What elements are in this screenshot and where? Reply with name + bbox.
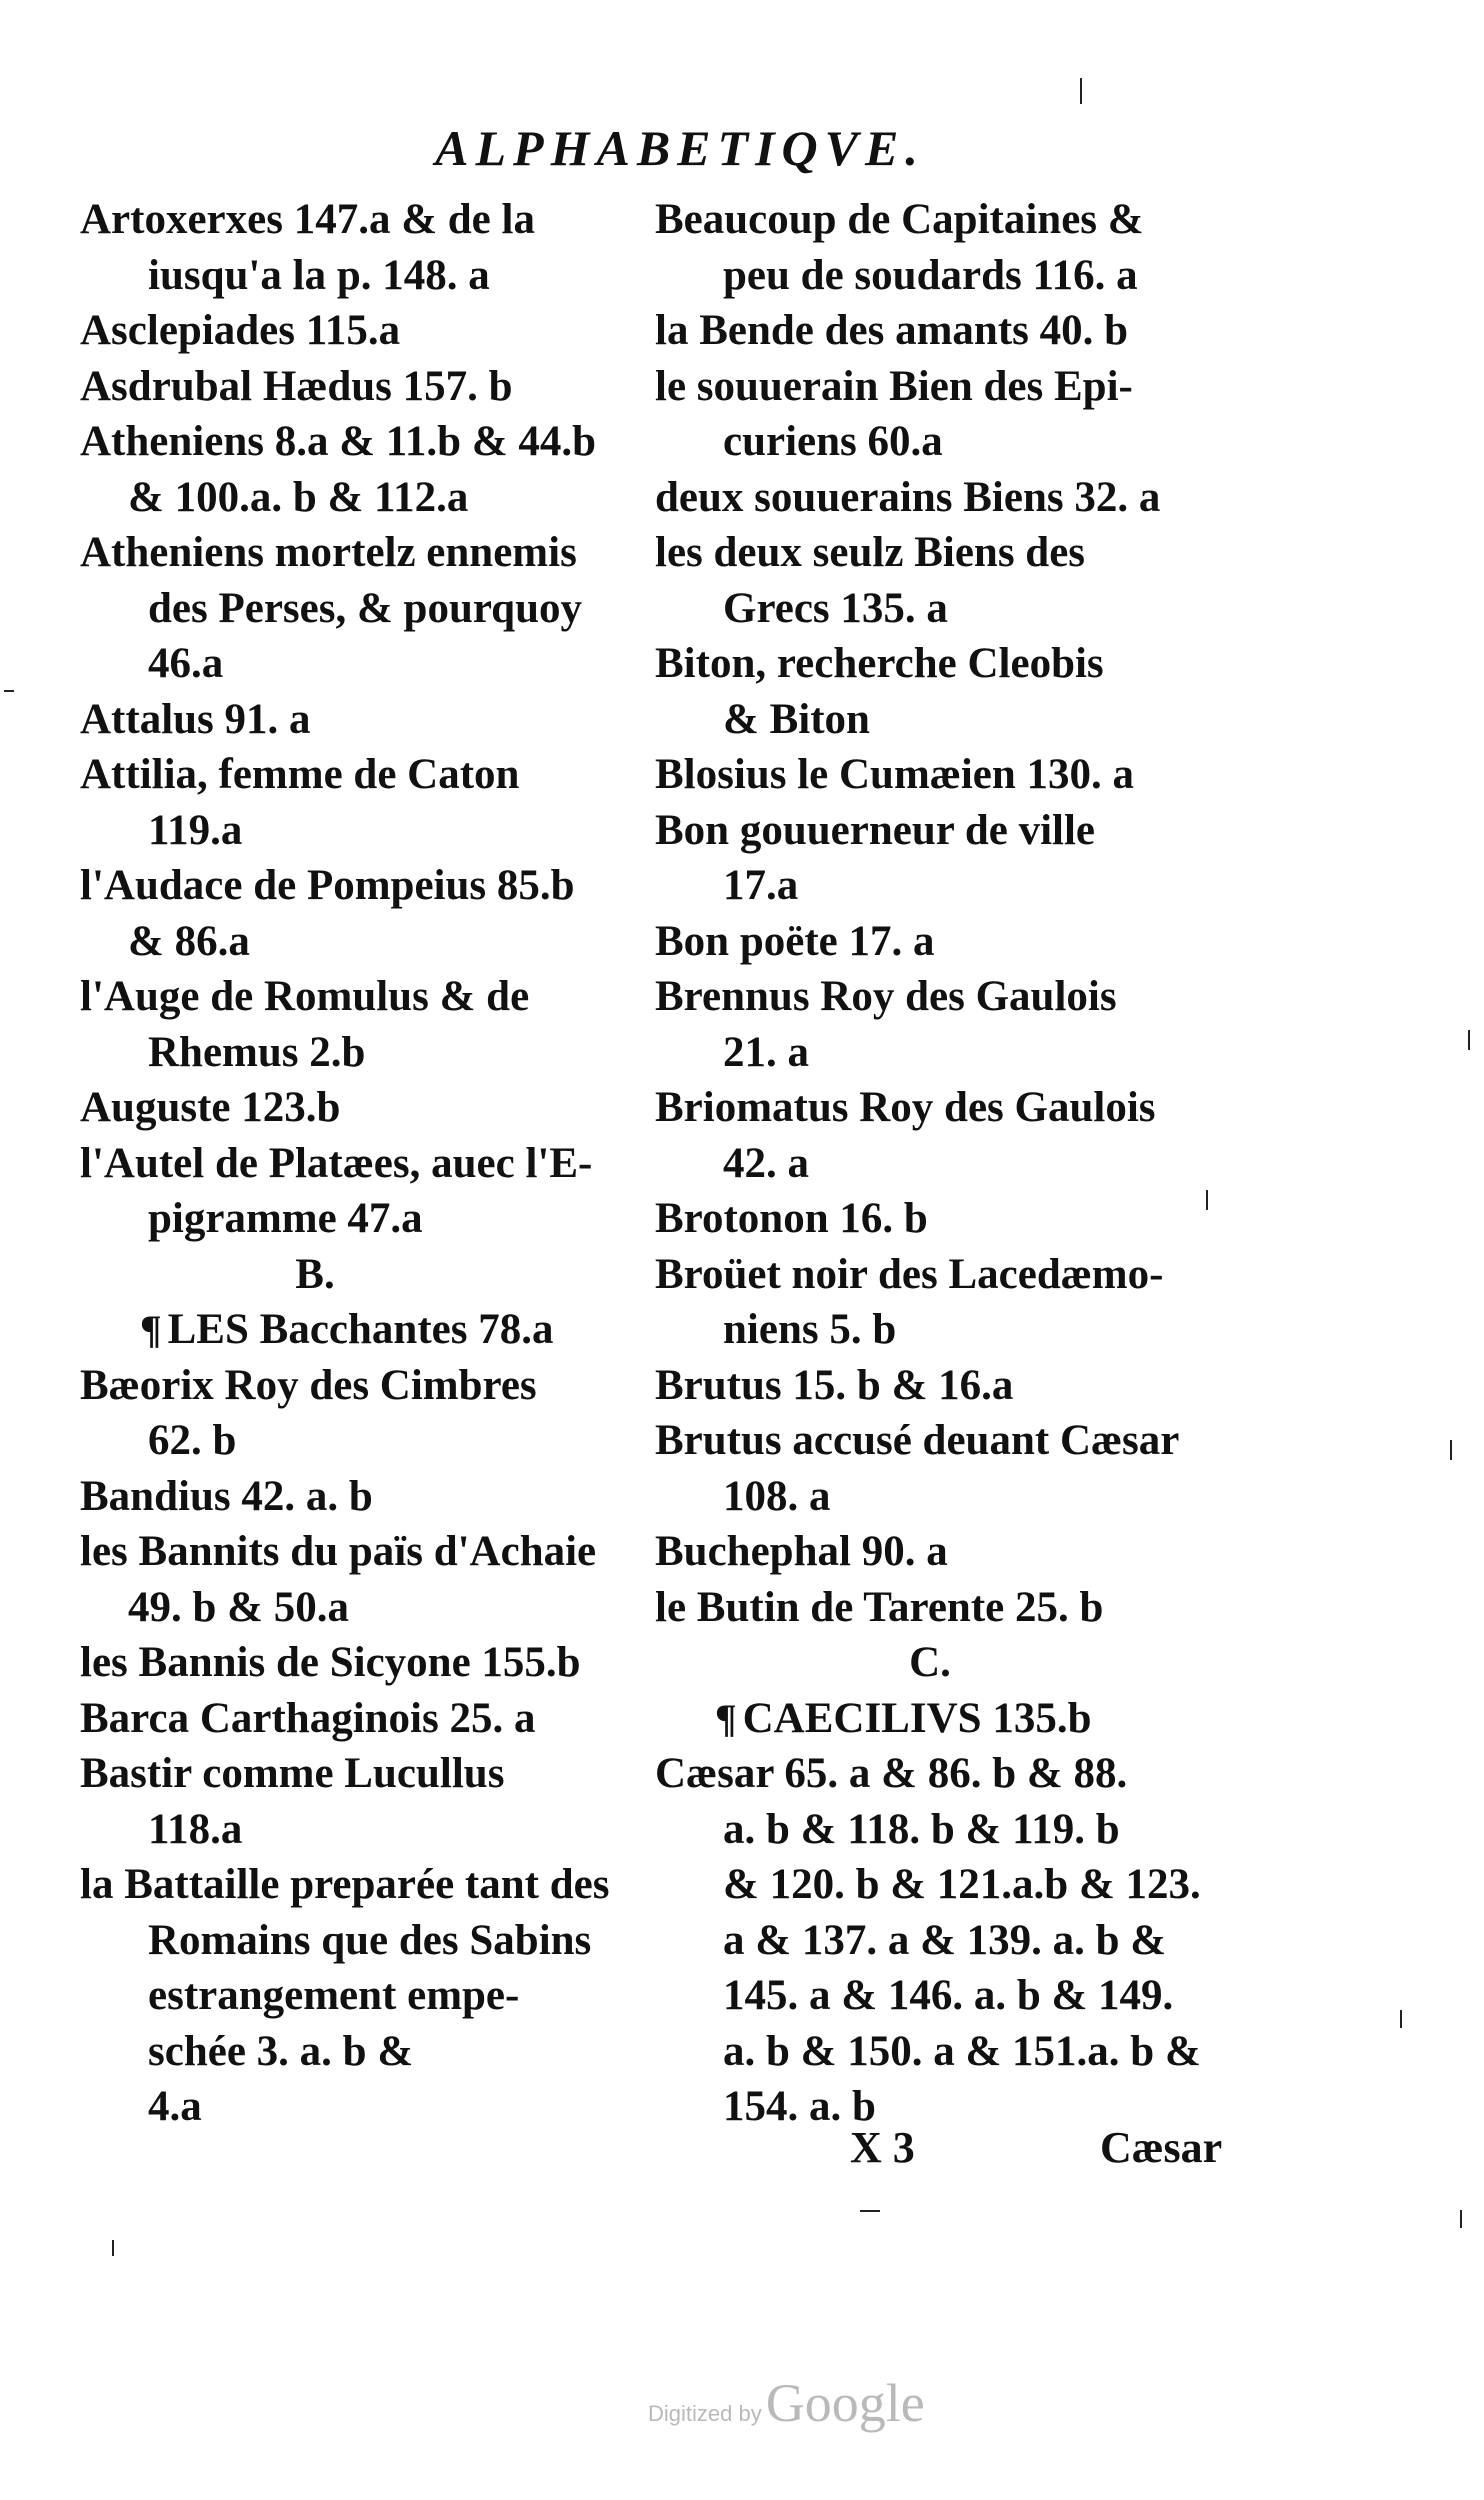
index-entry-text: LES Bacchantes 78.a xyxy=(167,1306,554,1353)
index-entry: l'Audace de Pompeius 85.b xyxy=(80,862,575,909)
digitization-watermark xyxy=(648,2372,925,2432)
index-entry: Artoxerxes 147.a & de la xyxy=(80,196,535,243)
index-entry: Beaucoup de Capitaines & xyxy=(655,196,1144,243)
index-entry-continuation: & 86.a xyxy=(128,917,250,965)
index-entry-continuation: des Perses, & pourquoy xyxy=(148,584,583,632)
index-entry: le Butin de Tarente 25. b xyxy=(655,1583,1104,1631)
index-entry: les Bannis de Sicyone 155.b xyxy=(80,1639,581,1686)
index-entry: l'Autel de Platæes, auec l'E- xyxy=(80,1139,593,1187)
index-entry-continuation: niens 5. b xyxy=(723,1306,897,1353)
signature-mark: X 3 xyxy=(850,2123,915,2172)
watermark-logo: Google xyxy=(765,2373,925,2433)
section-first-entry xyxy=(80,1302,660,1358)
index-entry-continuation: & Biton xyxy=(723,695,870,743)
index-entry-continuation: 118.a xyxy=(148,1805,243,1853)
section-letter-b: B. xyxy=(295,1250,335,1298)
index-entry-continuation: 17.a xyxy=(723,862,799,909)
ink-speck xyxy=(1080,78,1082,104)
index-entry: Cæsar 65. a & 86. b & 88. xyxy=(655,1750,1128,1797)
index-entry: l'Auge de Romulus & de xyxy=(80,973,530,1020)
index-entry-continuation: pigramme 47.a xyxy=(148,1195,423,1242)
index-entry-continuation: a & 137. a & 139. a. b & xyxy=(723,1916,1167,1964)
index-entry: Brotonon 16. b xyxy=(655,1195,928,1242)
section-letter-c: C. xyxy=(909,1639,951,1686)
ink-speck xyxy=(860,2210,880,2212)
index-entry: Asclepiades 115.a xyxy=(80,307,401,354)
index-entry: le souuerain Bien des Epi- xyxy=(655,362,1133,410)
index-entry-continuation: 46.a xyxy=(148,640,224,687)
section-first-entry xyxy=(655,1691,1225,1747)
index-entry: les Bannits du païs d'Achaie xyxy=(80,1528,597,1575)
running-header: ALPHABETIQVE. xyxy=(435,120,925,176)
index-entry: Auguste 123.b xyxy=(80,1084,341,1131)
index-entry-continuation: 108. a xyxy=(723,1472,831,1520)
watermark-prefix: Digitized by xyxy=(648,2401,762,2426)
index-entry-continuation: 4.a xyxy=(148,2083,202,2130)
index-entry: Barca Carthaginois 25. a xyxy=(80,1694,536,1742)
index-entry-continuation: Grecs 135. a xyxy=(723,584,948,632)
index-entry-continuation: 49. b & 50.a xyxy=(128,1583,349,1631)
ink-speck xyxy=(1460,2210,1462,2228)
index-entry: Broüet noir des Lacedæmo- xyxy=(655,1250,1164,1298)
index-entry: Buchephal 90. a xyxy=(655,1528,948,1575)
index-entry-text: CAECILIVS 135.b xyxy=(742,1694,1092,1742)
index-entry: Bæorix Roy des Cimbres xyxy=(80,1361,537,1409)
index-entry-continuation: Romains que des Sabins xyxy=(148,1916,592,1964)
index-entry: la Bende des amants 40. b xyxy=(655,307,1129,354)
ink-speck xyxy=(1450,1440,1452,1460)
index-entry-continuation: Rhemus 2.b xyxy=(148,1028,366,1076)
index-entry: Attalus 91. a xyxy=(80,695,311,743)
index-entry-continuation: & 120. b & 121.a.b & 123. xyxy=(723,1861,1201,1908)
ink-speck xyxy=(1468,1030,1470,1050)
index-entry: Biton, recherche Cleobis xyxy=(655,640,1104,687)
index-entry: Blosius le Cumæien 130. a xyxy=(655,751,1135,798)
index-entry: Bandius 42. a. b xyxy=(80,1472,373,1520)
index-entry-continuation: a. b & 150. a & 151.a. b & xyxy=(723,2027,1201,2075)
ink-speck xyxy=(4,690,14,692)
pilcrow-icon: ¶ xyxy=(140,1307,162,1352)
ink-speck xyxy=(1400,2010,1402,2028)
index-entry: la Battaille preparée tant des xyxy=(80,1861,610,1908)
index-entry-continuation: curiens 60.a xyxy=(723,418,943,465)
index-entry-continuation: 62. b xyxy=(148,1417,237,1464)
index-entry: Asdrubal Hædus 157. b xyxy=(80,362,513,410)
index-entry: Brutus accusé deuant Cæsar xyxy=(655,1417,1180,1464)
index-entry: deux souuerains Biens 32. a xyxy=(655,473,1161,521)
index-entry: Bon gouuerneur de ville xyxy=(655,806,1095,854)
index-entry: Attilia, femme de Caton xyxy=(80,751,520,798)
index-entry: Atheniens 8.a & 11.b & 44.b xyxy=(80,418,597,465)
index-entry-continuation: peu de soudards 116. a xyxy=(723,251,1138,299)
catchword: Cæsar xyxy=(1100,2123,1223,2172)
index-entry: Bon poëte 17. a xyxy=(655,917,935,965)
index-entry-continuation: 145. a & 146. a. b & 149. xyxy=(723,1972,1174,2019)
index-entry: Bastir comme Lucullus xyxy=(80,1750,505,1797)
index-entry-continuation: 42. a xyxy=(723,1139,809,1187)
index-entry-continuation: schée 3. a. b & xyxy=(148,2027,414,2075)
index-entry: Brennus Roy des Gaulois xyxy=(655,973,1117,1020)
index-entry-continuation: 119.a xyxy=(148,806,243,854)
index-entry: Atheniens mortelz ennemis xyxy=(80,529,577,576)
index-entry: Brutus 15. b & 16.a xyxy=(655,1361,1014,1409)
index-column-right xyxy=(655,192,1225,2135)
index-entry-continuation: 154. a. b xyxy=(723,2083,876,2130)
index-entry: Briomatus Roy des Gaulois xyxy=(655,1084,1156,1131)
index-entry-continuation: 21. a xyxy=(723,1028,809,1076)
index-entry-continuation: iusqu'a la p. 148. a xyxy=(148,251,490,299)
ink-speck xyxy=(1206,1190,1208,1210)
index-entry-continuation: & 100.a. b & 112.a xyxy=(128,473,469,521)
index-column-left xyxy=(80,192,660,2135)
index-entry-continuation: a. b & 118. b & 119. b xyxy=(723,1805,1120,1853)
ink-speck xyxy=(112,2240,114,2256)
index-entry: les deux seulz Biens des xyxy=(655,529,1086,576)
index-entry-continuation: estrangement empe- xyxy=(148,1972,520,2019)
pilcrow-icon: ¶ xyxy=(715,1695,737,1741)
